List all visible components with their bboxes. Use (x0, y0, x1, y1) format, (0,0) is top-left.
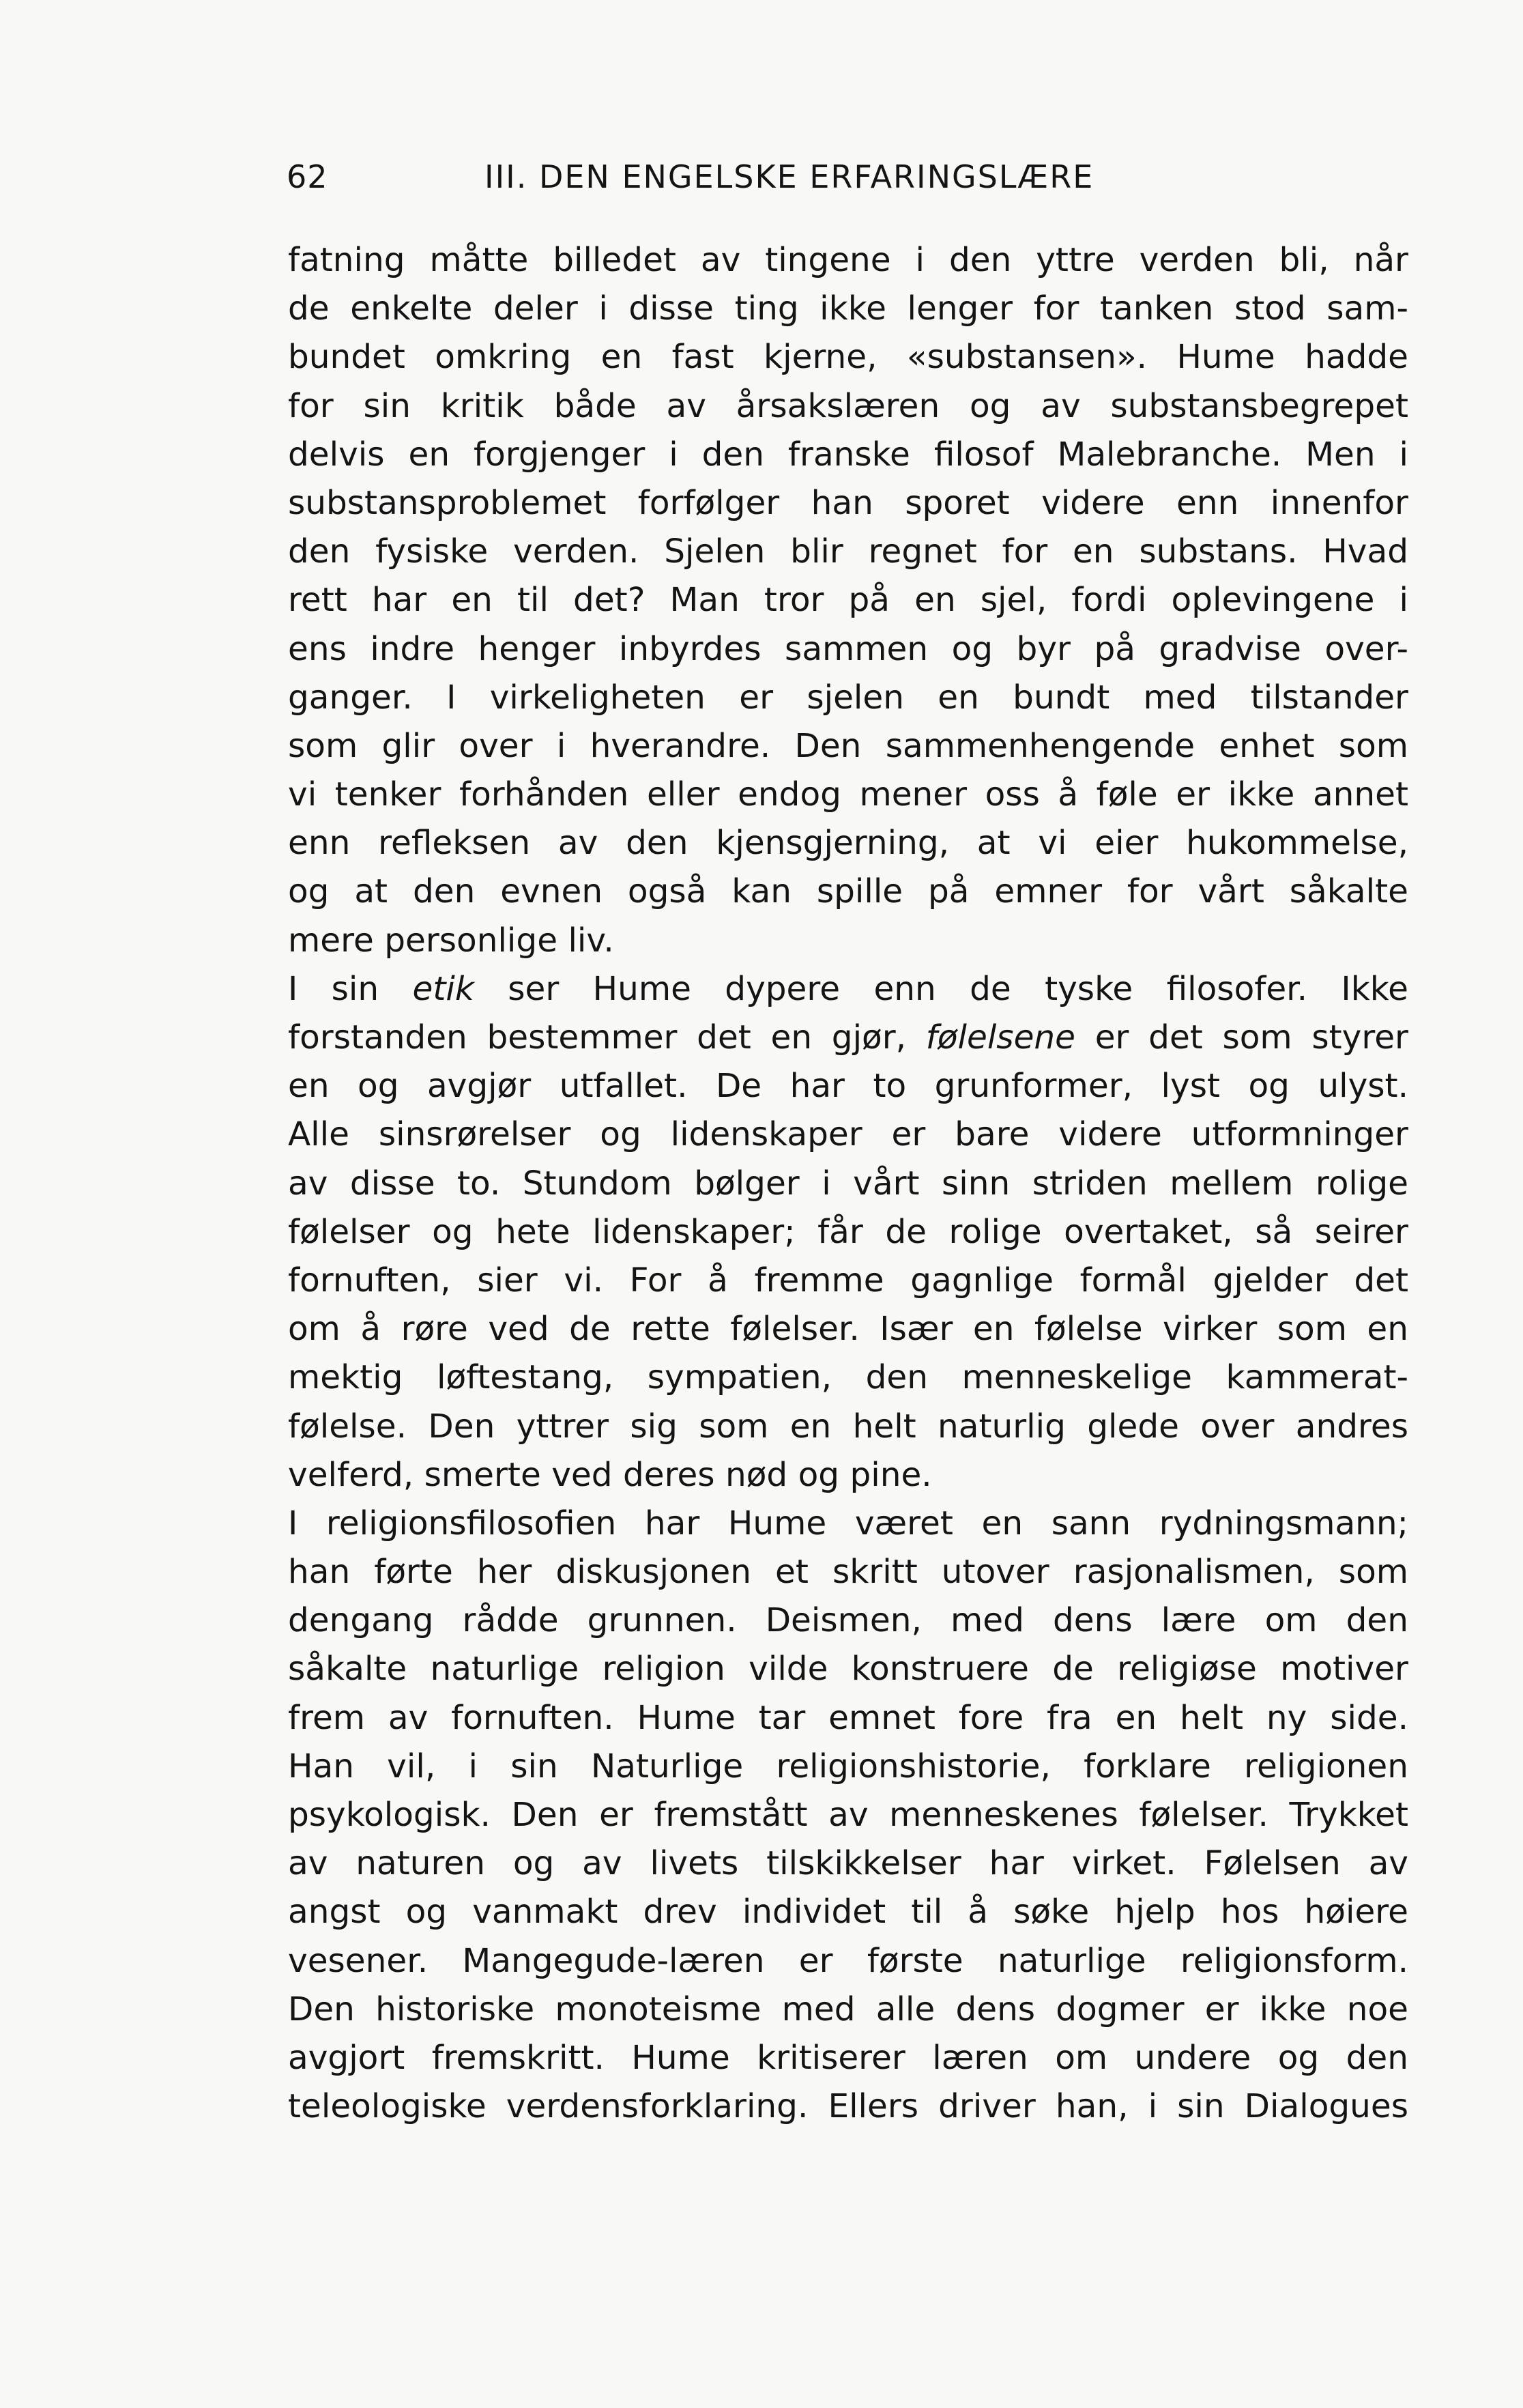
text-line: en og avgjør utfallet. De har to grunformer, lyst og ulyst. (288, 1067, 1408, 1106)
text-line: og at den evnen også kan spille på emner for vårt såkalte (288, 872, 1408, 911)
emphasis-text: etik (412, 969, 474, 1008)
text-line: fornuften, sier vi. For å fremme gagnlige formål gjelder det (288, 1261, 1408, 1300)
text-line: som glir over i hverandre. Den sammenhengende enhet som (288, 726, 1408, 765)
text-line: han førte her diskusjonen et skritt utover rasjonalismen, som (288, 1553, 1408, 1592)
text-line: avgjort fremskritt. Hume kritiserer læren om undere og den (288, 2038, 1408, 2077)
page-header (287, 158, 1412, 206)
text-line: substansproblemet forfølger han sporet videre enn innenfor (288, 483, 1408, 522)
text-line: bundet omkring en fast kjerne, «substansen». Hume hadde (288, 338, 1408, 377)
text-line: psykologisk. Den er fremstått av menneskenes følelser. Trykket (288, 1796, 1408, 1834)
text-line: ganger. I virkeligheten er sjelen en bundt med tilstander (288, 678, 1408, 717)
text-line: angst og vanmakt drev individet til å søke hjelp hos høiere (288, 1893, 1408, 1932)
text-segment: ser Hume dypere enn de tyske filosofer. Ikke (474, 969, 1408, 1008)
text-line: såkalte naturlige religion vilde konstruere de religiøse motiver (288, 1650, 1408, 1689)
running-head: III. DEN ENGELSKE ERFARINGSLÆRE (484, 158, 1094, 195)
text-line: dengang rådde grunnen. Deismen, med dens lære om den (288, 1601, 1408, 1640)
text-line: I religionsfilosofien har Hume været en sann rydningsmann; (288, 1504, 1408, 1543)
text-line: av disse to. Stundom bølger i vårt sinn striden mellem rolige (288, 1164, 1408, 1203)
text-line: velferd, smerte ved deres nød og pine. (288, 1455, 932, 1494)
text-line: teleologiske verdensforklaring. Ellers driver han, i sin Dialogues (288, 2087, 1408, 2126)
text-line: vesener. Mangegude-læren er første naturlige religionsform. (288, 1941, 1408, 1980)
text-line (288, 1014, 1408, 1062)
text-line: fatning måtte billedet av tingene i den yttre verden bli, når (288, 241, 1408, 279)
text-line: rett har en til det? Man tror på en sjel, fordi oplevingene i (288, 581, 1408, 620)
text-line: mektig løftestang, sympatien, den menneskelige kammerat- (288, 1358, 1408, 1397)
text-line: delvis en forgjenger i den franske filosof Malebranche. Men i (288, 435, 1408, 474)
body-text (288, 236, 1408, 2131)
text-line: følelser og hete lidenskaper; får de rolige overtaket, så seirer (288, 1212, 1408, 1251)
text-line: mere personlige liv. (288, 921, 614, 960)
text-segment: forstanden bestemmer det en gjør, (288, 1018, 926, 1057)
emphasis-text: følelsene (925, 1018, 1075, 1057)
page-number: 62 (287, 158, 328, 195)
text-line: de enkelte deler i disse ting ikke lenger for tanken stod sam- (288, 289, 1408, 328)
text-line (288, 965, 1408, 1014)
text-line: Han vil, i sin Naturlige religionshistorie, forklare religionen (288, 1747, 1408, 1786)
text-segment: I sin (288, 969, 413, 1008)
text-segment: er det som styrer (1075, 1018, 1408, 1057)
text-line: av naturen og av livets tilskikkelser har virket. Følelsen av (288, 1844, 1408, 1883)
text-line: enn refleksen av den kjensgjerning, at vi eier hukommelse, (288, 824, 1408, 863)
text-line: ens indre henger inbyrdes sammen og byr på gradvise over- (288, 629, 1408, 668)
text-line: for sin kritik både av årsakslæren og av substansbegrepet (288, 386, 1408, 425)
text-line: den fysiske verden. Sjelen blir regnet for en substans. Hvad (288, 532, 1408, 571)
text-line: følelse. Den yttrer sig som en helt naturlig glede over andres (288, 1407, 1408, 1446)
text-line: om å røre ved de rette følelser. Især en følelse virker som en (288, 1310, 1408, 1349)
text-line: vi tenker forhånden eller endog mener oss å føle er ikke annet (288, 775, 1408, 814)
text-line: Den historiske monoteisme med alle dens dogmer er ikke noe (288, 1990, 1408, 2029)
text-line: Alle sinsrørelser og lidenskaper er bare videre utformninger (288, 1115, 1408, 1154)
text-line: frem av fornuften. Hume tar emnet fore fra en helt ny side. (288, 1698, 1408, 1737)
